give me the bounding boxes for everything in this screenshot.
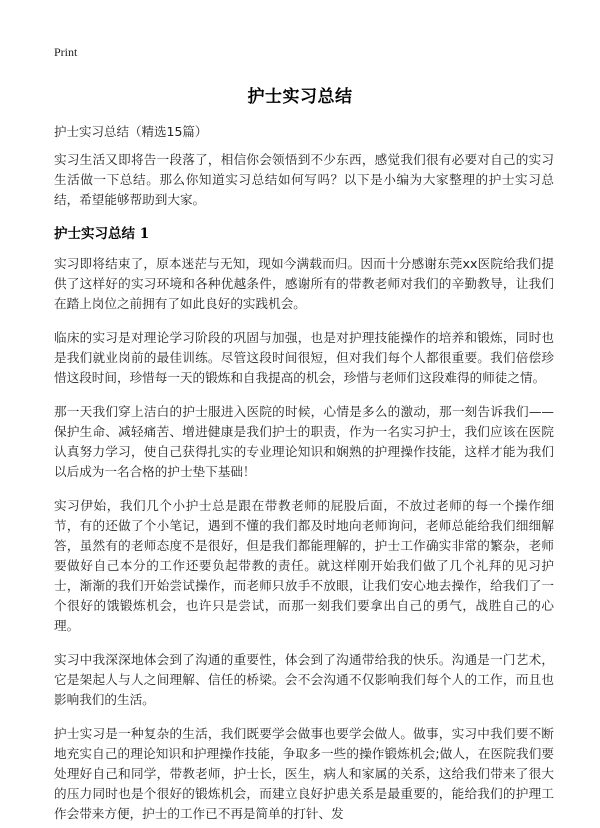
- body-paragraph: 护士实习是一种复杂的生活，我们既要学会做事也要学会做人。做事，实习中我们要不断地充实自己的理论知识和护理操作技能，争取多一些的操作锻炼机会;做人，在医院我们要处理好自己和同学，带教老师，护士长，医生，病人和家属的关系，这给我们带来了很大的压力同时也是个很好的锻炼机会，而建立良好护患关系是最重要的，能给我们的护理工作会带来方便，护士的工作已不再是简单的打针、发: [54, 726, 554, 821]
- page-title: 护士实习总结: [247, 87, 353, 107]
- body-paragraph: 那一天我们穿上洁白的护士服进入医院的时候，心情是多么的激动，那一刻告诉我们——保护生命、减轻痛苦、增进健康是我们护士的职责，作为一名实习护士，我们应该在医院认真努力学习，使自己获得扎实的专业理论知识和娴熟的护理操作技能，这样才能为我们以后成为一名合格的护士垫下基础！: [54, 404, 554, 479]
- section-heading: 护士实习总结 1: [54, 226, 150, 242]
- intro-paragraph: 实习生活又即将告一段落了，相信你会领悟到不少东西，感觉我们很有必要对自己的实习生活做一下总结。那么你知道实习总结如何写吗？以下是小编为大家整理的护士实习总结，希望能够帮助到大家。: [54, 152, 554, 207]
- document-subtitle: 护士实习总结（精选15篇）: [54, 124, 208, 139]
- body-paragraph: 实习即将结束了，原本迷茫与无知，现如今满载而归。因而十分感谢东莞xx医院给我们提供了这样好的实习环境和各种优越条件，感谢所有的带教老师对我们的辛勤教导，让我们在踏上岗位之前拥有了如此良好的实践机会。: [54, 256, 554, 311]
- document-body: [54, 150, 554, 828]
- body-paragraph: 临床的实习是对理论学习阶段的巩固与加强，也是对护理技能操作的培养和锻炼，同时也是我们就业岗前的最佳训练。尽管这段时间很短，但对我们每个人都很重要。我们倍偿珍惜这段时间，珍惜每一天的锻炼和自我提高的机会，珍惜与老师们这段难得的师徒之情。: [54, 330, 554, 385]
- body-paragraph: 实习中我深深地体会到了沟通的重要性，体会到了沟通带给我的快乐。沟通是一门艺术，它是架起人与人之间理解、信任的桥梁。会不会沟通不仅影响我们每个人的工作，而且也影响我们的生活。: [54, 652, 554, 707]
- body-paragraph: 实习伊始，我们几个小护士总是跟在带教老师的屁股后面，不放过老师的每一个操作细节，有的还做了个小笔记，遇到不懂的我们都及时地向老师询问，老师总能给我们细细解答，虽然有的老师态度不是很好，但是我们都能理解的，护士工作确实非常的繁杂，老师要做好自己本分的工作还要负起带教的责任。就这样刚开始我们做了几个礼拜的见习护士，渐渐的我们开始尝试操作，而老师只放手不放眼，让我们安心地去操作，给我们了一个很好的饿锻炼机会，也许只是尝试，而那一刻我们要拿出自己的勇气，战胜自己的心理。: [54, 498, 554, 633]
- print-label: Print: [54, 45, 78, 59]
